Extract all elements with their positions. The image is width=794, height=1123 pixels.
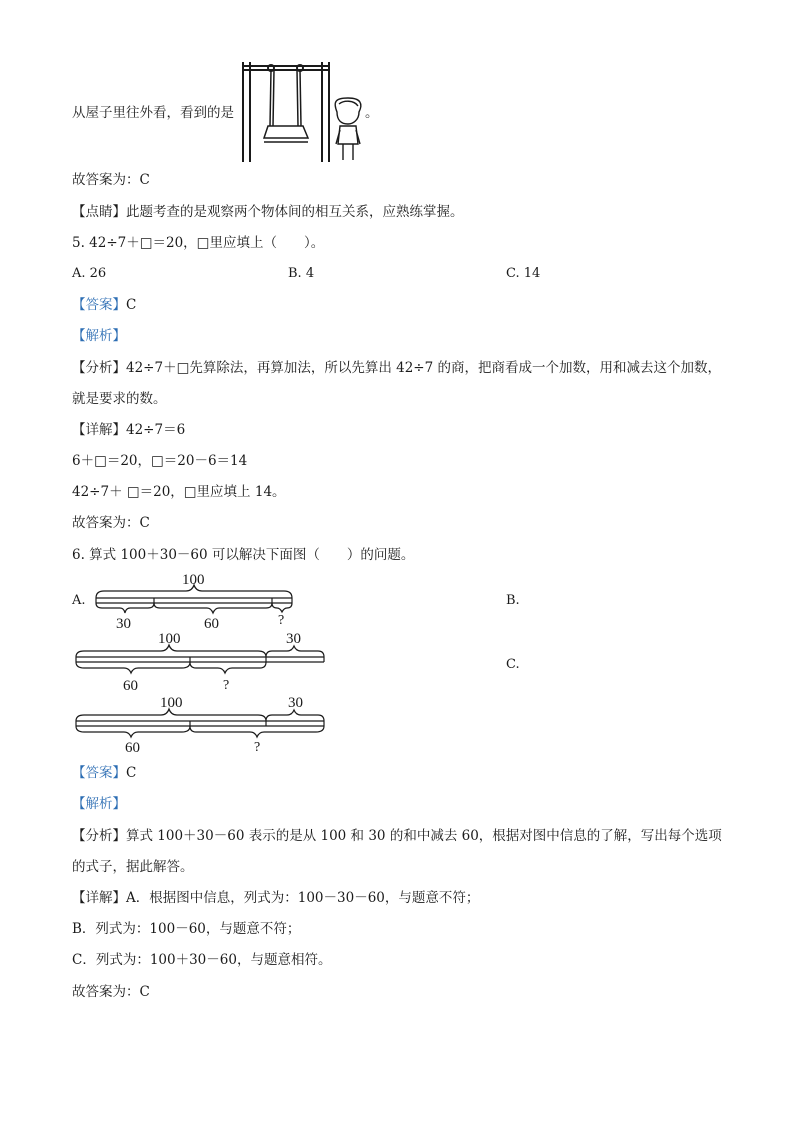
- q6-answer-label: 【答案】: [72, 765, 126, 781]
- q6-diagram-b: [72, 632, 332, 694]
- q6-analysis-label: 【解析】: [72, 796, 126, 812]
- q6-diagram-c: [72, 695, 332, 757]
- q6-c-top-100-label: 100: [160, 695, 183, 711]
- q5-option-c: C. 14: [506, 266, 541, 281]
- swing-seat: [264, 70, 308, 142]
- q6-analyze-label: 【分析】: [72, 828, 126, 844]
- q5-option-a: A. 26: [72, 266, 107, 281]
- q5-analyze-text-1: 42÷7＋□先算除法，再算加法，所以先算出 42÷7 的商，把商看成一个加数，用和减去这个加数，: [126, 360, 721, 376]
- q6-b-top-100-label: 100: [158, 631, 181, 647]
- q6-c-bottom-60-label: 60: [125, 740, 140, 756]
- q5-analyze-line-1: [72, 359, 721, 377]
- child-back-view: [335, 98, 361, 160]
- q6-diagram-a: [92, 570, 302, 632]
- q5-detail-line-1: [72, 421, 185, 439]
- q6-detail-label: 【详解】: [72, 890, 126, 906]
- q5-answer-label: 【答案】: [72, 297, 126, 313]
- point-line: [72, 203, 464, 221]
- q6-detail-line-b: B．列式为：100－60，与题意不符；: [72, 921, 301, 937]
- q6-detail-a: A．根据图中信息，列式为：100－30－60，与题意不符；: [126, 890, 480, 906]
- q5-analysis-label: 【解析】: [72, 328, 126, 344]
- q6-analyze-line-2: 的式子，据此解答。: [72, 859, 194, 875]
- q6-option-a-label: A.: [72, 593, 86, 608]
- q6-a-total-label: 100: [182, 572, 205, 588]
- q6-detail-line-a: [72, 889, 479, 907]
- point-label: 【点睛】: [72, 204, 126, 220]
- q6-c-top-30-label: 30: [288, 695, 303, 711]
- q6-answer-line: [72, 764, 136, 782]
- q6-analyze-text-1: 算式 100＋30－60 表示的是从 100 和 30 的和中减去 60，根据对图中信息的了解，写出每个选项: [126, 828, 722, 844]
- q6-c-bottom-question-label: ?: [254, 740, 261, 755]
- q6-option-b-label: B.: [506, 593, 520, 608]
- q6-option-c-label: C.: [506, 657, 520, 672]
- q6-a-part-1-label: 30: [116, 616, 131, 632]
- prev-answer-line: 故答案为：C: [72, 172, 150, 188]
- end-mark: 。: [365, 105, 379, 121]
- q6-b-bottom-question-label: ?: [223, 678, 230, 693]
- q5-detail-label: 【详解】: [72, 422, 126, 438]
- q5-answer-value: C: [126, 297, 137, 313]
- q6-detail-line-c: C．列式为：100＋30－60，与题意相符。: [72, 952, 332, 968]
- q6-a-part-2-label: 60: [204, 616, 219, 632]
- q5-detail-line-2: 6＋□＝20，□＝20－6＝14: [72, 453, 248, 469]
- q6-b-bottom-60-label: 60: [123, 678, 138, 694]
- q5-analyze-line-2: 就是要求的数。: [72, 391, 167, 407]
- q5-analyze-label: 【分析】: [72, 360, 126, 376]
- q5-detail-1: 42÷7＝6: [126, 422, 186, 438]
- q5-stem: 5. 42÷7＋□＝20，□里应填上（ ）。: [72, 235, 325, 251]
- swing-frame: [243, 62, 329, 162]
- q6-b-top-30-label: 30: [286, 631, 301, 647]
- q5-answer-line: [72, 296, 136, 314]
- point-text: 此题考查的是观察两个物体间的相互关系，应熟练掌握。: [126, 204, 464, 220]
- q5-option-b: B. 4: [288, 266, 315, 281]
- swing-and-child-figure: [240, 60, 370, 164]
- q5-conclusion: 故答案为：C: [72, 515, 150, 531]
- q6-answer-value: C: [126, 765, 137, 781]
- q6-stem: 6. 算式 100＋30－60 可以解决下面图（ ）的问题。: [72, 547, 415, 563]
- q6-analyze-line-1: [72, 827, 722, 845]
- q6-a-part-3-label: ?: [278, 613, 285, 628]
- q5-detail-line-3: 42÷7＋ □＝20，□里应填上 14。: [72, 484, 286, 500]
- q6-conclusion: 故答案为：C: [72, 984, 150, 1000]
- lead-text: 从屋子里往外看，看到的是: [72, 105, 234, 121]
